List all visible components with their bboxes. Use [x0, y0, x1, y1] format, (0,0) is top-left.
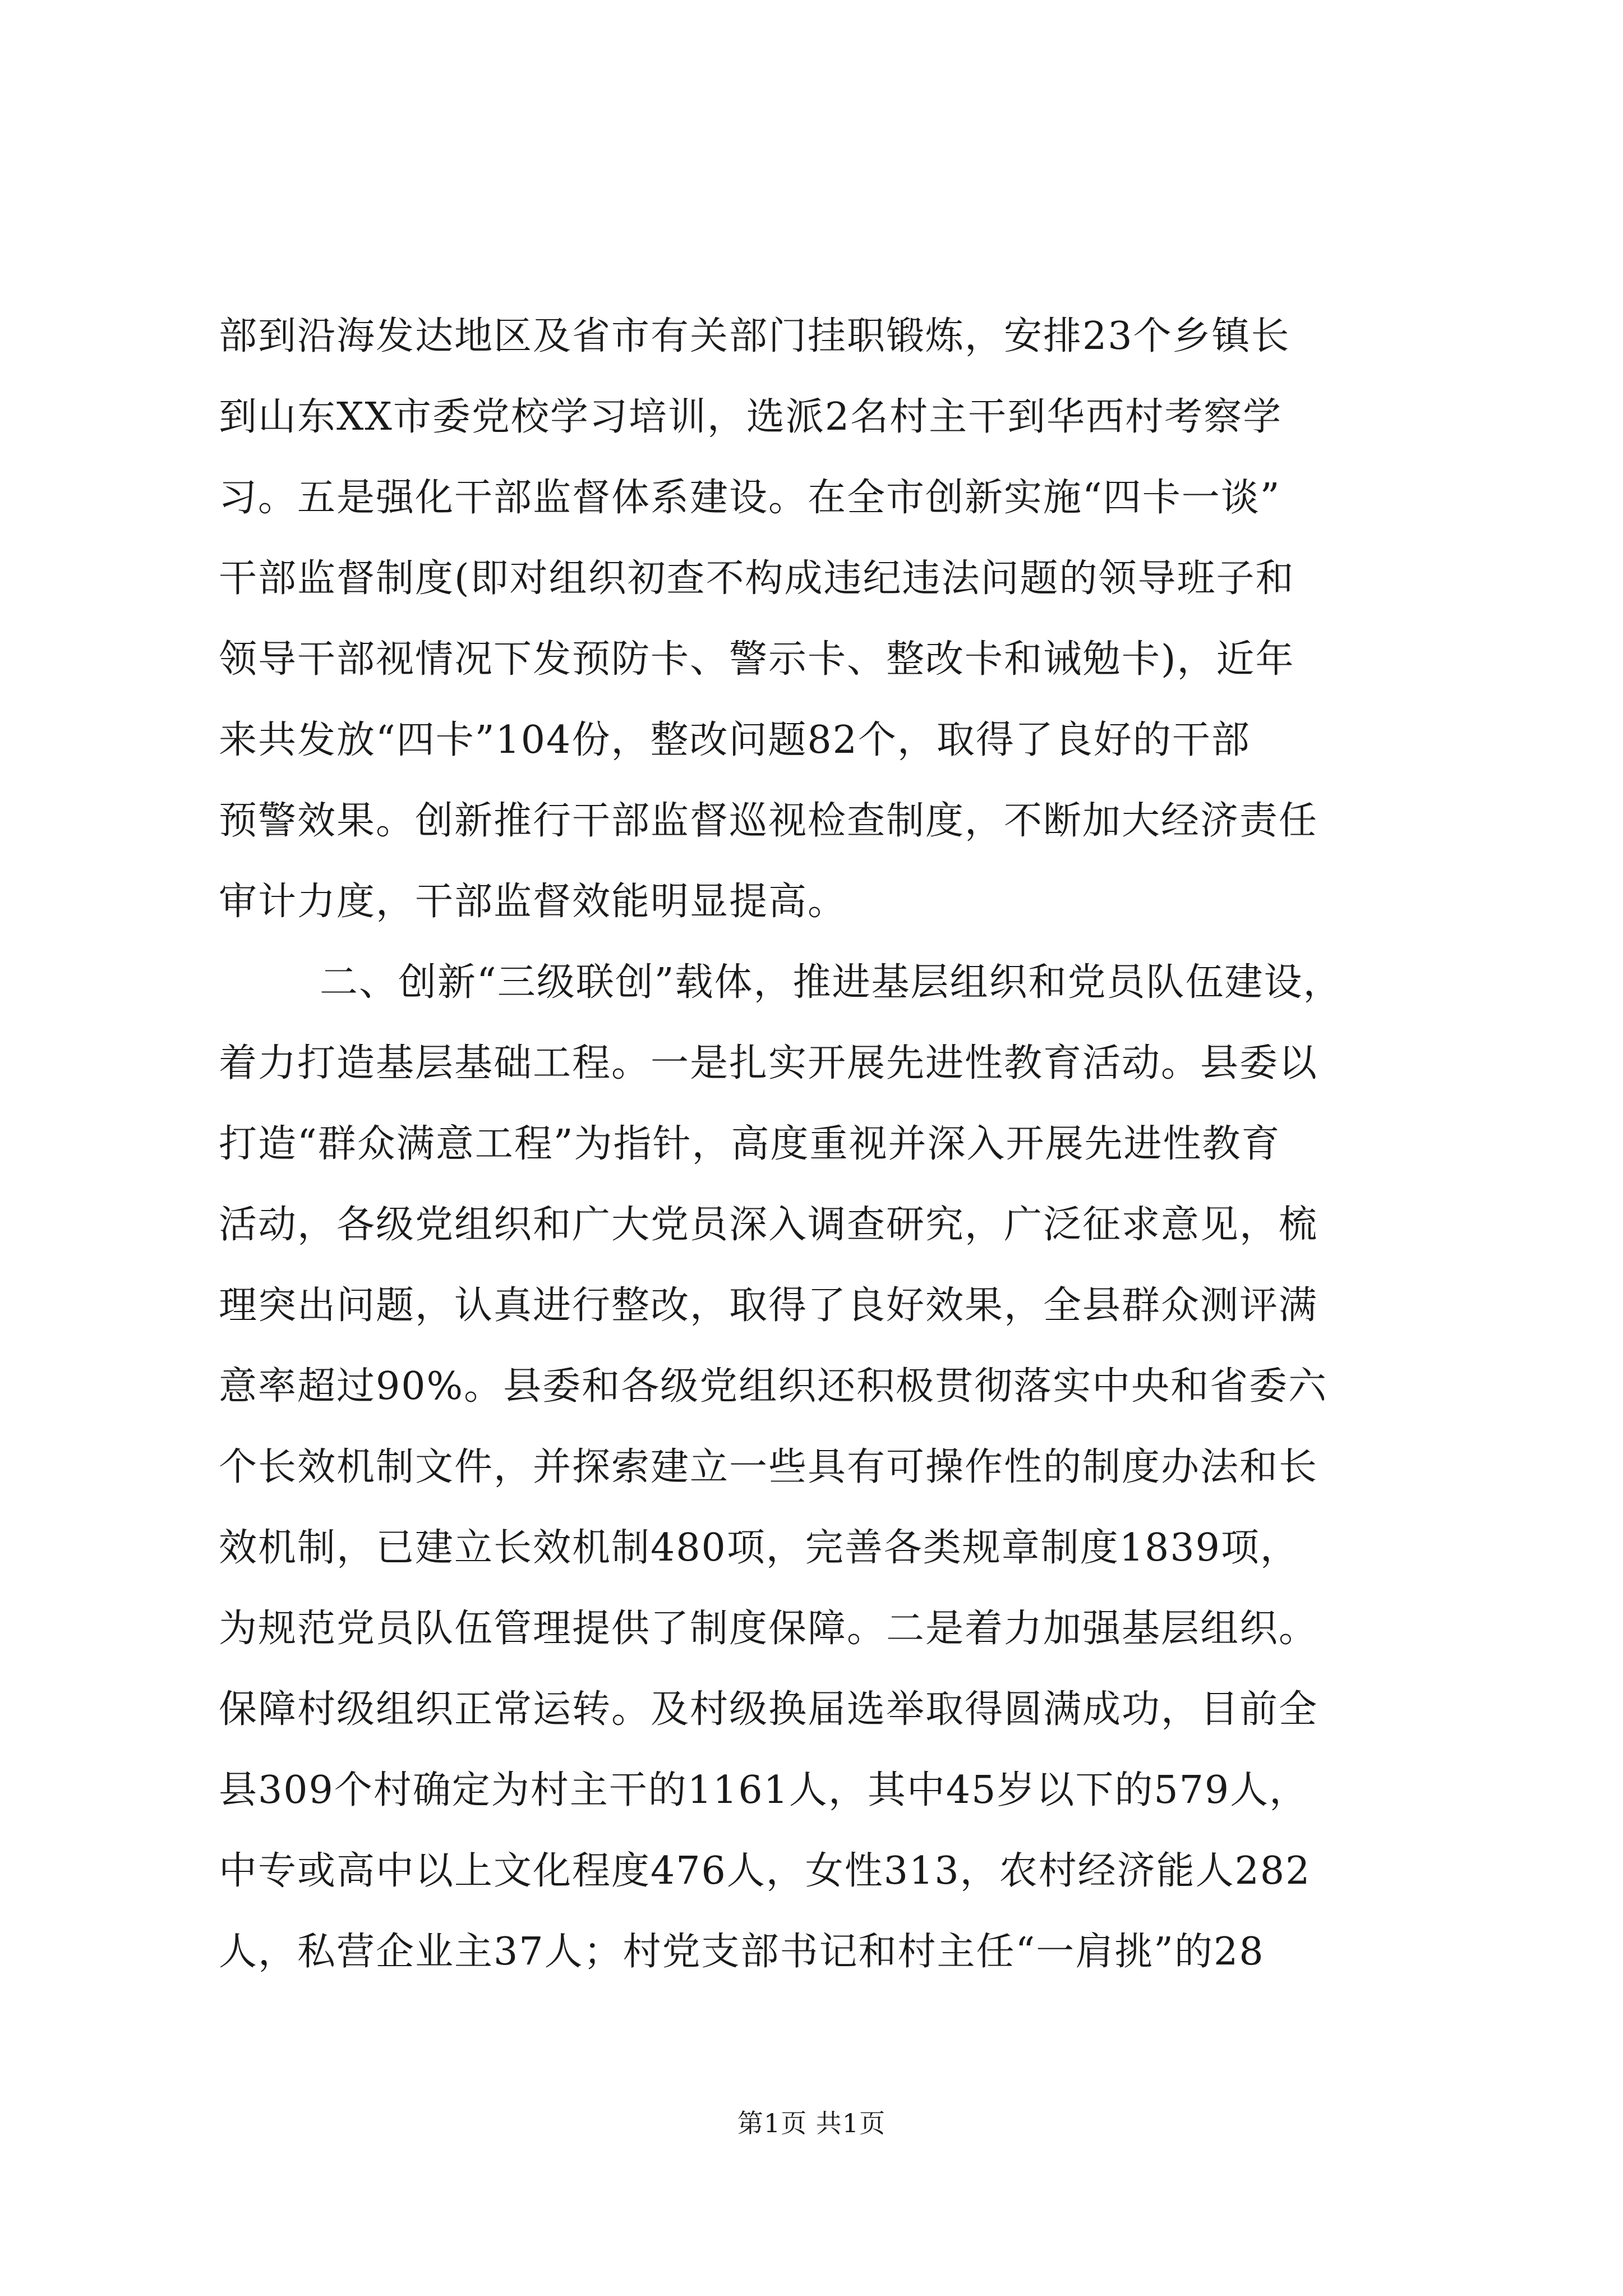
text-line: 保障村级组织正常运转。及村级换届选举取得圆满成功，目前全	[219, 1687, 1318, 1732]
text-line: 干部监督制度(即对组织初查不构成违纪违法问题的领导班子和	[219, 556, 1295, 601]
text-line: 打造“群众满意工程”为指针，高度重视并深入开展先进性教育	[219, 1122, 1281, 1166]
text-line: 审计力度，干部监督效能明显提高。	[219, 880, 847, 924]
text-line: 中专或高中以上文化程度476人，女性313，农村经济能人282	[219, 1849, 1311, 1893]
text-line: 活动，各级党组织和广大党员深入调查研究，广泛征求意见，梳	[219, 1203, 1318, 1247]
text-line: 习。五是强化干部监督体系建设。在全市创新实施“四卡一谈”	[219, 476, 1281, 520]
page-footer: 第1页 共1页	[737, 2108, 886, 2138]
text-line: 到山东XX市委党校学习培训，选派2名村主干到华西村考察学	[219, 395, 1283, 439]
text-line: 理突出问题，认真进行整改，取得了良好效果，全县群众测评满	[219, 1283, 1318, 1328]
text-line: 领导干部视情况下发预防卡、警示卡、整改卡和诫勉卡)，近年	[219, 637, 1295, 682]
text-line: 为规范党员队伍管理提供了制度保障。二是着力加强基层组织。	[219, 1607, 1318, 1651]
text-line: 效机制，已建立长效机制480项，完善各类规章制度1839项，	[219, 1526, 1299, 1570]
text-line: 意率超过90%。县委和各级党组织还积极贯彻落实中央和省委六	[219, 1364, 1328, 1409]
paragraph-start-line: 二、创新“三级联创”载体，推进基层组织和党员队伍建设，	[320, 960, 1343, 1005]
text-line: 来共发放“四卡”104份，整改问题82个，取得了良好的干部	[219, 718, 1251, 762]
text-line: 部到沿海发达地区及省市有关部门挂职锻炼，安排23个乡镇长	[219, 314, 1290, 358]
text-line: 着力打造基层基础工程。一是扎实开展先进性教育活动。县委以	[219, 1041, 1318, 1085]
text-line: 预警效果。创新推行干部监督巡视检查制度，不断加大经济责任	[219, 799, 1318, 843]
text-line: 个长效机制文件，并探索建立一些具有可操作性的制度办法和长	[219, 1445, 1318, 1489]
document-body	[219, 296, 1408, 1993]
text-line: 人，私营企业主37人；村党支部书记和村主任“一肩挑”的28	[219, 1930, 1265, 1974]
text-line: 县309个村确定为村主干的1161人，其中45岁以下的579人，	[219, 1768, 1309, 1812]
